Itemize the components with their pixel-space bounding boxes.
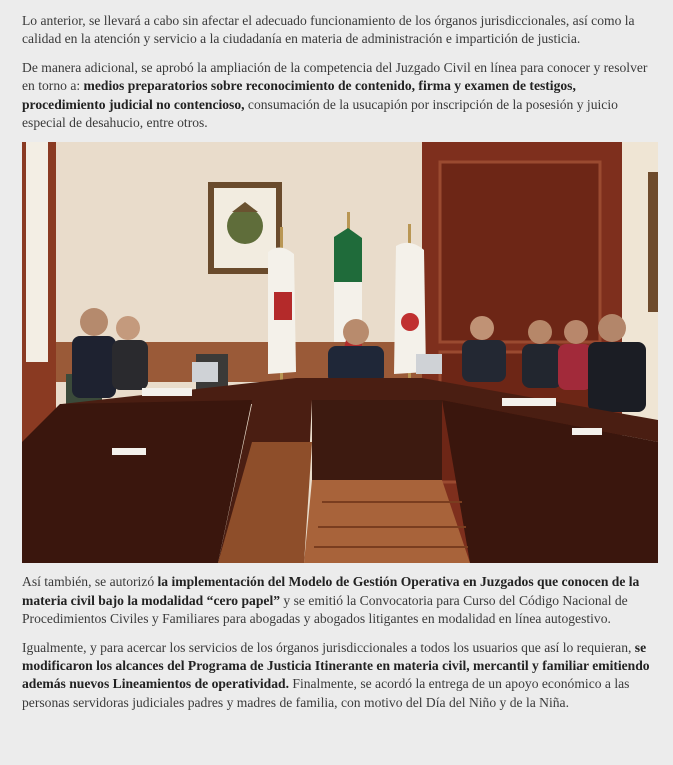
- paragraph-3-bold: la implementación del Modelo de Gestión Operativa en Juzgados que conocen de la materia civil bajo la modalidad “cero papel”: [22, 574, 640, 608]
- paragraph-3-text-a: Así también, se autorizó: [22, 574, 158, 590]
- paragraph-2-text-a: De manera adicional, se aprobó la ampliación de la competencia del Juzgado Civil en línea para conocer y resolver en torno a:: [22, 59, 648, 94]
- paragraph-4: [22, 639, 655, 713]
- paragraph-3: [22, 573, 655, 628]
- paragraph-4-text-a: Igualmente, y para acercar los servicios de los órganos jurisdiccionales a todos los usuarios que así lo requieran,: [22, 639, 635, 655]
- paragraph-2-text-b: consumación de la usucapión por inscripción de la posesión y juicio especial de desahucio, entre otros.: [22, 96, 618, 131]
- paragraph-4-bold: se modificaron los alcances del Programa de Justicia Itinerante en materia civil, mercantil y familiar emitiendo además nuevos Lineamientos de operatividad.: [22, 639, 650, 692]
- paragraph-3-text-b: y se emitió la Convocatoria para Curso del Código Nacional de Procedimientos Civiles y Familiares para abogadas y abogados litigantes en modalidad en línea autogestivo.: [22, 592, 628, 627]
- paragraph-2-bold: medios preparatorios sobre reconocimiento de contenido, firma y examen de testigos, procedimiento judicial no contencioso,: [22, 78, 576, 112]
- paragraph-1: Lo anterior, se llevará a cabo sin afectar el adecuado funcionamiento de los órganos jurisdiccionales, así como la calidad en la atención y servicio a la ciudadanía en materia de administración e impartición de justicia.: [22, 13, 635, 47]
- paragraph-2: [22, 59, 655, 133]
- meeting-photo: [22, 142, 658, 563]
- paragraph-4-text-b: Finalmente, se acordó la entrega de un apoyo económico a las personas servidoras judiciales padres y madres de familia, con motivo del Día del Niño y de la Niña.: [22, 676, 630, 710]
